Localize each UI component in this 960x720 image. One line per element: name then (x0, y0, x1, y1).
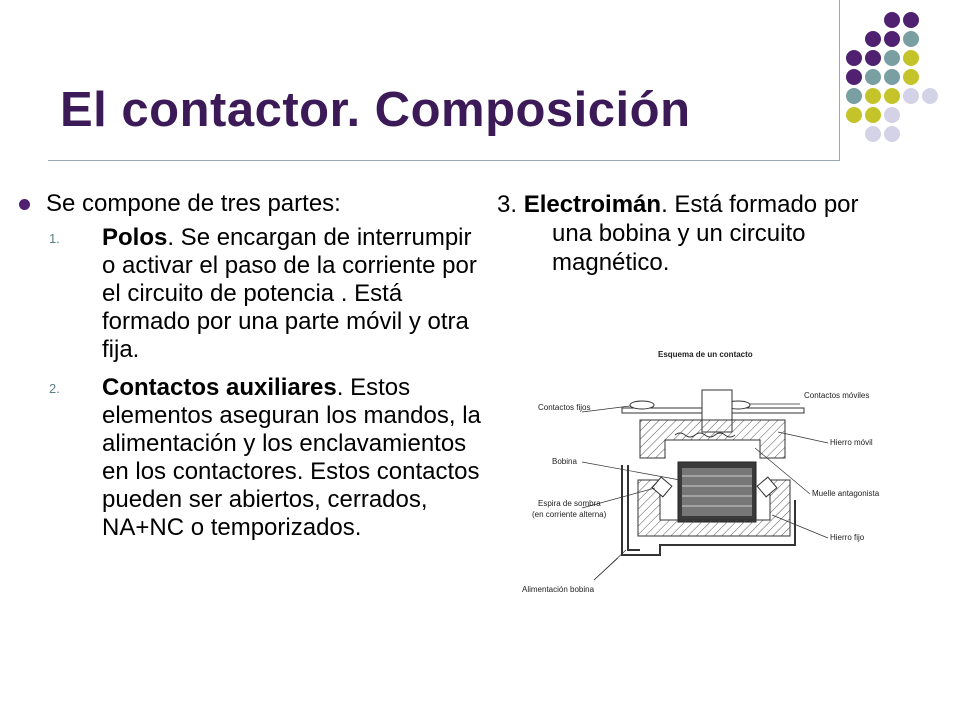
list-item-contactos-auxiliares (18, 374, 488, 542)
decorative-dot (865, 50, 881, 66)
intro-bullet (18, 190, 488, 218)
decorative-dot (846, 88, 862, 104)
decorative-dot (865, 31, 881, 47)
item-body: . Estos elementos aseguran los mandos, la alimentación y los enclavamientos en los contactores. Estos contactos pueden ser abiertos, cerrados, NA+NC o temporizados. (102, 374, 481, 541)
label-contactos-moviles: Contactos móviles (804, 391, 870, 400)
label-alimentacion-bobina: Alimentación bobina (522, 585, 595, 594)
decorative-dot (865, 107, 881, 123)
decorative-dot-grid (846, 12, 956, 157)
list-item-electroiman (497, 190, 897, 277)
item-text (102, 224, 488, 364)
decorative-dot (922, 88, 938, 104)
moving-iron-illustration (640, 420, 785, 458)
decorative-dot (865, 126, 881, 142)
intro-text: Se compone de tres partes: (46, 190, 341, 217)
decorative-dot (884, 50, 900, 66)
decorative-dot (903, 50, 919, 66)
label-muelle-antagonista: Muelle antagonista (812, 489, 880, 498)
diagram-title: Esquema de un contacto (658, 350, 753, 359)
decorative-dot (903, 12, 919, 28)
item-body: . Se encargan de interrumpir o activar el paso de la corriente por el circuito de potencia . Está formado por una parte móvil y otra fija. (102, 224, 477, 363)
item-heading: Polos (102, 224, 168, 251)
item-number: 2. (49, 381, 60, 396)
title-underline-rule (48, 160, 840, 161)
label-contactos-fijos: Contactos fijos (538, 403, 591, 412)
contactor-diagram (510, 340, 910, 620)
coil-illustration (678, 462, 756, 522)
left-column (18, 190, 488, 552)
decorative-dot (903, 31, 919, 47)
right-column (497, 190, 897, 277)
decorative-dot (846, 69, 862, 85)
list-item-polos (18, 224, 488, 364)
decorative-dot (884, 88, 900, 104)
decorative-dot (865, 88, 881, 104)
decorative-dot (846, 107, 862, 123)
slide-title: El contactor. Composición (60, 83, 691, 137)
decorative-dot (884, 69, 900, 85)
label-hierro-movil: Hierro móvil (830, 438, 873, 447)
decorative-dot (903, 88, 919, 104)
decorative-dot (884, 31, 900, 47)
title-vertical-rule (839, 0, 840, 160)
item-heading: Contactos auxiliares (102, 374, 337, 401)
item-body: . Está formado por una bobina y un circuito magnético. (552, 191, 859, 276)
item-number: 1. (49, 231, 60, 246)
label-bobina: Bobina (552, 457, 577, 466)
label-espira-de-sombra: Espira de sombra (538, 499, 601, 508)
decorative-dot (865, 69, 881, 85)
item-heading: Electroimán (523, 191, 662, 218)
decorative-dot (846, 50, 862, 66)
label-hierro-fijo: Hierro fijo (830, 533, 865, 542)
decorative-dot (884, 126, 900, 142)
label-en-corriente-alterna: (en corriente alterna) (532, 510, 607, 519)
item-text (102, 374, 488, 542)
item-number: 3. (497, 191, 524, 218)
bullet-dot-icon (19, 199, 30, 210)
decorative-dot (903, 69, 919, 85)
decorative-dot (884, 12, 900, 28)
decorative-dot (884, 107, 900, 123)
